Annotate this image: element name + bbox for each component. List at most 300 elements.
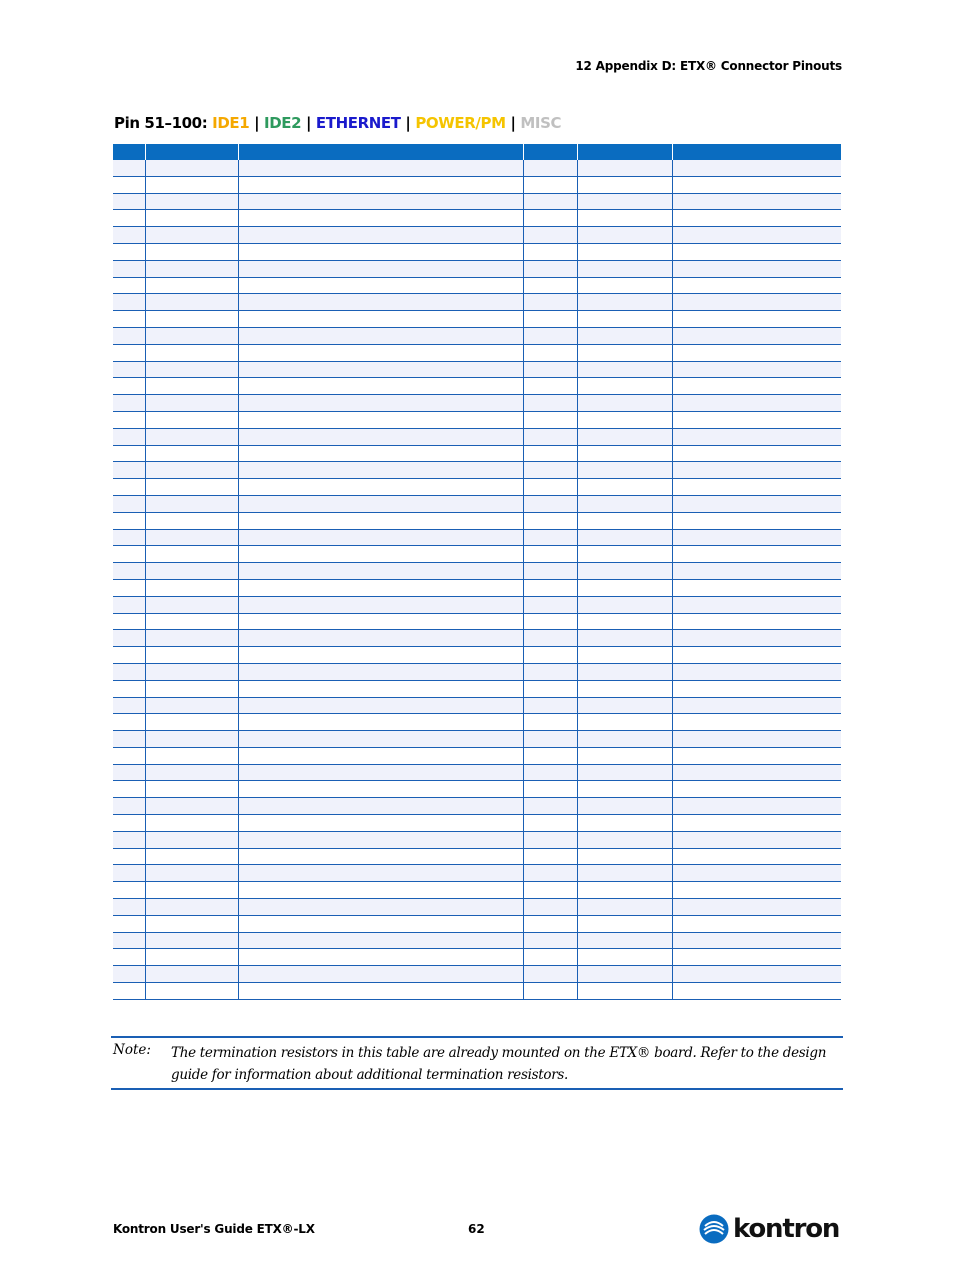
table-cell xyxy=(672,277,841,294)
table-row xyxy=(113,882,841,899)
table-cell xyxy=(577,731,672,748)
table-cell xyxy=(577,546,672,563)
table-cell xyxy=(577,210,672,227)
table-cell xyxy=(523,479,577,496)
table-cell xyxy=(672,428,841,445)
table-cell xyxy=(672,932,841,949)
table-cell xyxy=(238,311,523,328)
table-cell xyxy=(672,579,841,596)
table-cell xyxy=(577,445,672,462)
table-cell xyxy=(113,966,145,983)
table-cell xyxy=(145,663,238,680)
table-cell xyxy=(523,815,577,832)
table-cell xyxy=(145,714,238,731)
table-cell xyxy=(523,243,577,260)
table-cell xyxy=(577,378,672,395)
table-cell xyxy=(672,495,841,512)
table-cell xyxy=(145,512,238,529)
table-cell xyxy=(145,848,238,865)
table-cell xyxy=(577,966,672,983)
table-cell xyxy=(238,529,523,546)
table-cell xyxy=(523,949,577,966)
table-cell xyxy=(523,395,577,412)
table-cell xyxy=(113,596,145,613)
table-cell xyxy=(672,831,841,848)
table-cell xyxy=(238,747,523,764)
section-prefix: Pin 51–100: xyxy=(114,114,208,132)
table-row xyxy=(113,563,841,580)
table-cell xyxy=(113,311,145,328)
group-misc: MISC xyxy=(520,114,562,132)
table-cell xyxy=(577,495,672,512)
table-cell xyxy=(577,411,672,428)
table-cell xyxy=(145,529,238,546)
table-cell xyxy=(145,831,238,848)
table-cell xyxy=(523,932,577,949)
group-ide1: IDE1 xyxy=(212,114,250,132)
table-row xyxy=(113,512,841,529)
table-cell xyxy=(145,983,238,1000)
table-cell xyxy=(523,747,577,764)
header-cell xyxy=(145,144,238,160)
table-cell xyxy=(523,378,577,395)
table-cell xyxy=(113,915,145,932)
table-cell xyxy=(672,294,841,311)
table-cell xyxy=(672,361,841,378)
table-cell xyxy=(145,495,238,512)
table-cell xyxy=(238,781,523,798)
table-cell xyxy=(523,865,577,882)
table-cell xyxy=(523,899,577,916)
table-cell xyxy=(238,663,523,680)
table-cell xyxy=(113,882,145,899)
table-cell xyxy=(577,714,672,731)
table-cell xyxy=(145,731,238,748)
table-cell xyxy=(672,546,841,563)
note-text: The termination resistors in this table are already mounted on the ETX® board. Refer to the design guide for information about additional termination resistors. xyxy=(171,1045,827,1083)
group-ide2: IDE2 xyxy=(264,114,302,132)
table-cell xyxy=(238,798,523,815)
table-cell xyxy=(113,395,145,412)
table-cell xyxy=(672,848,841,865)
table-row xyxy=(113,495,841,512)
header-cell xyxy=(523,144,577,160)
table-row xyxy=(113,630,841,647)
table-cell xyxy=(672,915,841,932)
table-row xyxy=(113,411,841,428)
table-cell xyxy=(238,731,523,748)
table-cell xyxy=(238,462,523,479)
table-cell xyxy=(672,630,841,647)
table-cell xyxy=(145,210,238,227)
table-row xyxy=(113,831,841,848)
table-cell xyxy=(577,932,672,949)
table-cell xyxy=(577,160,672,176)
table-cell xyxy=(145,395,238,412)
table-cell xyxy=(145,697,238,714)
table-cell xyxy=(113,647,145,664)
table-cell xyxy=(523,529,577,546)
table-cell xyxy=(113,428,145,445)
table-cell xyxy=(238,596,523,613)
table-cell xyxy=(523,563,577,580)
table-row xyxy=(113,395,841,412)
table-cell xyxy=(577,227,672,244)
table-cell xyxy=(577,815,672,832)
table-row xyxy=(113,311,841,328)
table-cell xyxy=(577,361,672,378)
table-cell xyxy=(238,949,523,966)
table-cell xyxy=(577,462,672,479)
table-cell xyxy=(523,428,577,445)
table-cell xyxy=(113,630,145,647)
header-cell xyxy=(577,144,672,160)
table-cell xyxy=(145,479,238,496)
table-cell xyxy=(113,680,145,697)
table-row xyxy=(113,327,841,344)
table-row xyxy=(113,479,841,496)
table-cell xyxy=(672,798,841,815)
kontron-logo-icon xyxy=(699,1214,729,1244)
table-cell xyxy=(523,546,577,563)
table-cell xyxy=(145,378,238,395)
table-row xyxy=(113,260,841,277)
table-cell xyxy=(577,647,672,664)
table-cell xyxy=(238,983,523,1000)
table-cell xyxy=(523,227,577,244)
section-title xyxy=(114,114,561,132)
table-cell xyxy=(577,344,672,361)
table-cell xyxy=(523,411,577,428)
table-cell xyxy=(113,563,145,580)
table-cell xyxy=(145,227,238,244)
table-cell xyxy=(145,428,238,445)
table-cell xyxy=(523,764,577,781)
header-cell xyxy=(113,144,145,160)
table-row xyxy=(113,983,841,1000)
table-cell xyxy=(145,445,238,462)
table-cell xyxy=(577,243,672,260)
table-cell xyxy=(145,949,238,966)
table-cell xyxy=(238,445,523,462)
table-cell xyxy=(523,512,577,529)
table-row xyxy=(113,462,841,479)
table-cell xyxy=(523,361,577,378)
table-cell xyxy=(672,647,841,664)
table-row xyxy=(113,277,841,294)
table-cell xyxy=(238,848,523,865)
table-row xyxy=(113,193,841,210)
table-cell xyxy=(523,210,577,227)
table-cell xyxy=(577,630,672,647)
table-cell xyxy=(113,831,145,848)
table-cell xyxy=(523,579,577,596)
table-cell xyxy=(672,344,841,361)
table-cell xyxy=(238,831,523,848)
table-cell xyxy=(238,546,523,563)
table-cell xyxy=(523,983,577,1000)
table-cell xyxy=(523,848,577,865)
table-cell xyxy=(145,680,238,697)
table-cell xyxy=(523,630,577,647)
table-row xyxy=(113,949,841,966)
table-cell xyxy=(672,680,841,697)
table-row xyxy=(113,680,841,697)
table-cell xyxy=(113,546,145,563)
table-cell xyxy=(238,563,523,580)
table-cell xyxy=(672,512,841,529)
table-cell xyxy=(672,193,841,210)
table-row xyxy=(113,344,841,361)
table-row xyxy=(113,865,841,882)
table-cell xyxy=(145,747,238,764)
table-cell xyxy=(672,731,841,748)
header-cell xyxy=(672,144,841,160)
table-cell xyxy=(577,915,672,932)
table-cell xyxy=(113,529,145,546)
table-cell xyxy=(145,563,238,580)
table-cell xyxy=(113,613,145,630)
table-cell xyxy=(238,966,523,983)
table-cell xyxy=(238,697,523,714)
table-cell xyxy=(113,512,145,529)
table-cell xyxy=(238,176,523,193)
table-row xyxy=(113,915,841,932)
table-cell xyxy=(145,815,238,832)
table-cell xyxy=(577,983,672,1000)
table-cell xyxy=(145,243,238,260)
table-cell xyxy=(672,882,841,899)
table-row xyxy=(113,798,841,815)
group-ethernet: ETHERNET xyxy=(315,114,401,132)
table-cell xyxy=(672,966,841,983)
table-cell xyxy=(672,210,841,227)
table-cell xyxy=(577,193,672,210)
table-cell xyxy=(238,193,523,210)
table-cell xyxy=(145,865,238,882)
table-cell xyxy=(577,747,672,764)
table-cell xyxy=(672,243,841,260)
table-cell xyxy=(672,781,841,798)
table-cell xyxy=(577,294,672,311)
table-cell xyxy=(145,966,238,983)
table-cell xyxy=(523,327,577,344)
table-cell xyxy=(238,344,523,361)
table-row xyxy=(113,361,841,378)
table-cell xyxy=(577,579,672,596)
table-cell xyxy=(577,512,672,529)
table-body xyxy=(113,160,841,999)
table-cell xyxy=(145,361,238,378)
table-cell xyxy=(672,764,841,781)
table-cell xyxy=(113,663,145,680)
table-row xyxy=(113,899,841,916)
table-cell xyxy=(672,227,841,244)
table-cell xyxy=(238,395,523,412)
table-cell xyxy=(238,260,523,277)
table-cell xyxy=(145,932,238,949)
table-cell xyxy=(672,613,841,630)
table-row xyxy=(113,764,841,781)
table-cell xyxy=(523,915,577,932)
table-cell xyxy=(238,361,523,378)
table-cell xyxy=(113,327,145,344)
table-cell xyxy=(113,193,145,210)
table-cell xyxy=(238,882,523,899)
table-cell xyxy=(523,831,577,848)
table-cell xyxy=(238,294,523,311)
table-cell xyxy=(113,378,145,395)
table-cell xyxy=(577,949,672,966)
table-cell xyxy=(523,596,577,613)
table-cell xyxy=(238,243,523,260)
table-cell xyxy=(145,311,238,328)
table-cell xyxy=(238,495,523,512)
table-cell xyxy=(523,882,577,899)
table-cell xyxy=(238,865,523,882)
table-cell xyxy=(672,529,841,546)
table-cell xyxy=(113,160,145,176)
table-cell xyxy=(577,596,672,613)
table-cell xyxy=(113,579,145,596)
table-cell xyxy=(577,260,672,277)
table-row xyxy=(113,781,841,798)
table-cell xyxy=(577,479,672,496)
table-cell xyxy=(145,193,238,210)
table-cell xyxy=(523,160,577,176)
table-cell xyxy=(238,512,523,529)
table-cell xyxy=(145,411,238,428)
table-cell xyxy=(113,344,145,361)
table-row xyxy=(113,176,841,193)
table-cell xyxy=(113,445,145,462)
table-cell xyxy=(577,176,672,193)
group-power-pm: POWER/PM xyxy=(415,114,506,132)
table-cell xyxy=(523,798,577,815)
table-cell xyxy=(238,613,523,630)
kontron-logo xyxy=(699,1213,839,1245)
table-cell xyxy=(238,479,523,496)
table-cell xyxy=(672,445,841,462)
table-cell xyxy=(145,294,238,311)
table-cell xyxy=(672,663,841,680)
table-cell xyxy=(145,462,238,479)
table-row xyxy=(113,428,841,445)
page-number: 62 xyxy=(468,1222,485,1236)
table-cell xyxy=(113,932,145,949)
table-cell xyxy=(113,277,145,294)
table-cell xyxy=(523,714,577,731)
table-cell xyxy=(577,848,672,865)
table-cell xyxy=(672,479,841,496)
table-cell xyxy=(145,579,238,596)
table-cell xyxy=(523,445,577,462)
separator: | xyxy=(254,114,260,132)
table-cell xyxy=(238,764,523,781)
table-cell xyxy=(577,395,672,412)
table-cell xyxy=(523,277,577,294)
table-cell xyxy=(113,747,145,764)
table-cell xyxy=(113,210,145,227)
table-cell xyxy=(238,630,523,647)
table-cell xyxy=(145,647,238,664)
table-cell xyxy=(523,294,577,311)
table-cell xyxy=(672,596,841,613)
table-cell xyxy=(113,899,145,916)
table-row xyxy=(113,546,841,563)
table-cell xyxy=(238,915,523,932)
table-row xyxy=(113,747,841,764)
table-cell xyxy=(238,277,523,294)
table-cell xyxy=(577,882,672,899)
table-cell xyxy=(113,227,145,244)
table-row xyxy=(113,966,841,983)
table-cell xyxy=(145,160,238,176)
table-cell xyxy=(523,680,577,697)
table-cell xyxy=(145,260,238,277)
footer-guide-title: Kontron User's Guide ETX®-LX xyxy=(113,1222,315,1236)
table-row xyxy=(113,613,841,630)
table-cell xyxy=(113,462,145,479)
separator: | xyxy=(510,114,516,132)
table-cell xyxy=(672,160,841,176)
table-row xyxy=(113,932,841,949)
table-cell xyxy=(577,697,672,714)
table-cell xyxy=(145,327,238,344)
separator: | xyxy=(305,114,312,132)
table-cell xyxy=(238,428,523,445)
table-row xyxy=(113,714,841,731)
table-cell xyxy=(145,764,238,781)
table-row xyxy=(113,815,841,832)
table-cell xyxy=(672,747,841,764)
table-cell xyxy=(672,983,841,1000)
table-cell xyxy=(523,663,577,680)
note-box xyxy=(111,1036,843,1090)
table-cell xyxy=(113,697,145,714)
table-row xyxy=(113,243,841,260)
table-cell xyxy=(113,865,145,882)
table-cell xyxy=(672,462,841,479)
header-cell xyxy=(238,144,523,160)
table-cell xyxy=(523,193,577,210)
table-cell xyxy=(523,260,577,277)
table-row xyxy=(113,227,841,244)
table-row xyxy=(113,848,841,865)
table-cell xyxy=(238,378,523,395)
table-cell xyxy=(523,731,577,748)
table-row xyxy=(113,647,841,664)
table-cell xyxy=(577,428,672,445)
table-cell xyxy=(113,479,145,496)
table-cell xyxy=(113,260,145,277)
table-row xyxy=(113,378,841,395)
table-cell xyxy=(523,462,577,479)
table-cell xyxy=(672,949,841,966)
table-cell xyxy=(577,529,672,546)
table-cell xyxy=(672,563,841,580)
table-cell xyxy=(672,815,841,832)
table-cell xyxy=(577,781,672,798)
table-cell xyxy=(577,663,672,680)
table-cell xyxy=(145,882,238,899)
table-cell xyxy=(238,227,523,244)
table-cell xyxy=(577,899,672,916)
table-row xyxy=(113,529,841,546)
table-cell xyxy=(113,983,145,1000)
table-cell xyxy=(113,781,145,798)
table-cell xyxy=(577,277,672,294)
